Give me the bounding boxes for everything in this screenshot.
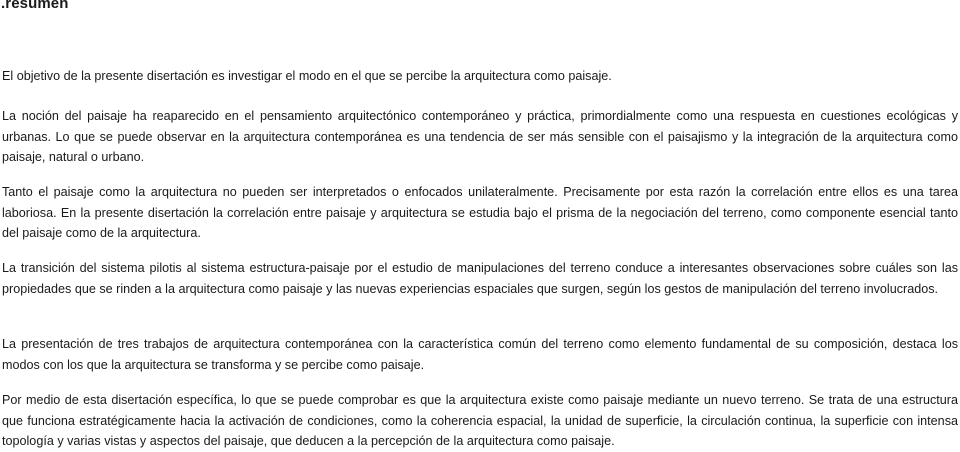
paragraph-conclusion: Por medio de esta disertación específica, lo que se puede comprobar es que la arquitectura existe como paisaje mediante un nuevo terreno. Se trata de una estructura que funciona estratégicamente hacia la activación de condiciones, como la coherencia espacial, la unidad de superficie, la circulación continua, la superficie con intensa topología y varias vistas y aspectos del paisaje, que deducen a la percepción de la arquitectura como paisaje. <box>2 393 958 449</box>
paragraph-landscape-notion: La noción del paisaje ha reaparecido en el pensamiento arquitectónico contemporáneo y práctica, primordialmente como una respuesta en cuestiones ecológicas y urbanas. Lo que se puede observar en la arquitectura contemporánea es una tendencia de ser más sensible con el paisajismo y la integración de la arquitectura como paisaje, natural o urbano. <box>2 109 958 165</box>
section-title: .resumen <box>1 0 69 12</box>
paragraph-three-works: La presentación de tres trabajos de arquitectura contemporánea con la característica común del terreno como elemento fundamental de su composición, destaca los modos con los que la arquitectura se transforma y se percibe como paisaje. <box>2 337 958 372</box>
paragraph-transition: La transición del sistema pilotis al sistema estructura-paisaje por el estudio de manipulaciones del terreno conduce a interesantes observaciones sobre cuáles son las propiedades que se rinden a la arquitectura como paisaje y las nuevas experiencias espaciales que surgen, según los gestos de manipulación del terreno involucrados. <box>2 261 958 296</box>
paragraph-objective: El objetivo de la presente disertación es investigar el modo en el que se percibe la arquitectura como paisaje. <box>2 69 612 83</box>
paragraph-correlation: Tanto el paisaje como la arquitectura no pueden ser interpretados o enfocados unilateralmente. Precisamente por esta razón la correlación entre ellos es una tarea laboriosa. En la presente disertación la correlación entre paisaje y arquitectura se estudia bajo el prisma de la negociación del terreno, como componente esencial tanto del paisaje como de la arquitectura. <box>2 185 958 241</box>
